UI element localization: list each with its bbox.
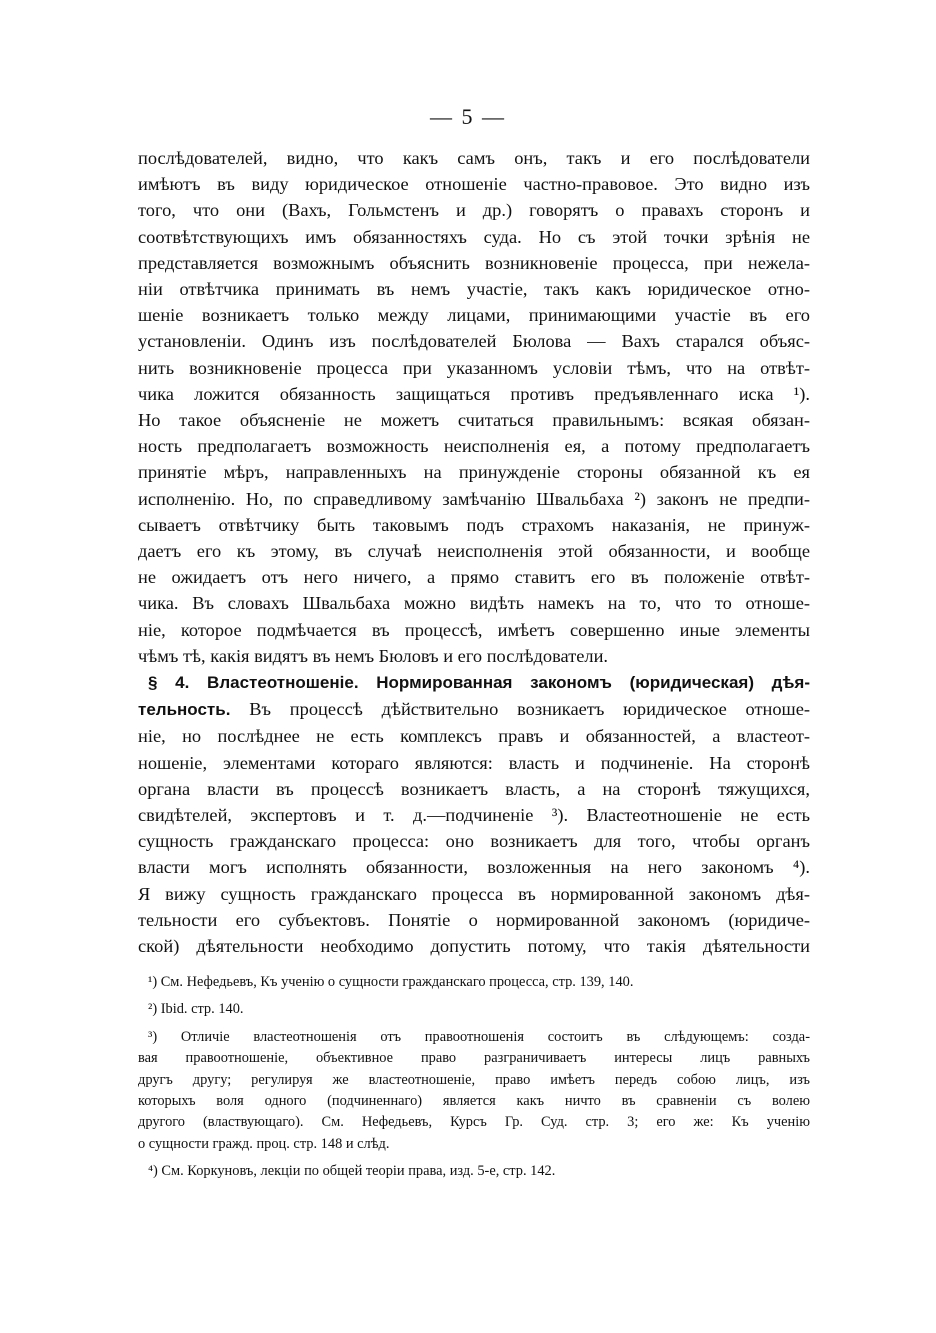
text-line: принятіе мѣръ, направленныхъ на принужденіе стороны обязанной къ ея (138, 462, 810, 483)
text-line: власти могъ исполнять обязанности, возложенныя на него закономъ ⁴). (138, 857, 810, 878)
text-line: не ожидаетъ отъ него ничего, а прямо ставитъ его въ положеніе отвѣт- (138, 567, 810, 588)
text-line: Но такое объясненіе не можетъ считаться правильнымъ: всякая обязан- (138, 410, 810, 431)
text-line: ніе, но послѣднее не есть комплексъ правъ и обязанностей, а властеот- (138, 726, 810, 747)
text-line: послѣдователей, видно, что какъ самъ онъ, такъ и его послѣдователи (138, 148, 810, 168)
footnote-3 (138, 1027, 810, 1155)
footnote-1 (138, 972, 810, 993)
text-line: представляется возможнымъ объяснить возникновеніе процесса, при нежела- (138, 252, 810, 273)
text-line: шеніе возникаетъ только между лицами, принимающими участіе въ его (138, 305, 810, 326)
text-line: того, что они (Вахъ, Гольмстенъ и др.) говорятъ о правахъ сторонъ и (138, 200, 810, 221)
text-line: ніи отвѣтчика принимать въ немъ участіе, такъ какъ юридическое отно- (138, 279, 810, 300)
text-line: ніе, которое подмѣчается въ процессѣ, имѣетъ совершенно иные элементы (138, 619, 810, 640)
footnotes (138, 972, 810, 1189)
section-heading: § 4. Властеотношеніе. Нормированная закономъ (юридическая) дѣя- (148, 673, 810, 693)
text-line: тельности его субъектовъ. Понятіе о нормированной закономъ (юридиче- (138, 909, 810, 930)
text-line: ³) Отличіе властеотношенія отъ правоотношенія состоитъ въ слѣдующемъ: созда- (148, 1028, 810, 1045)
section-heading-line-2 (138, 696, 810, 723)
paragraph-1 (138, 145, 810, 669)
section-text (138, 723, 810, 959)
footnote-4 (138, 1161, 810, 1182)
text-line: свидѣтелей, экспертовъ и т. д.—подчиненіе ³). Властеотношеніе не есть (138, 805, 810, 826)
text-line: другого (властвующаго). См. Нефедьевъ, Курсъ Гр. Суд. стр. 3; его же: Къ ученію (138, 1114, 810, 1131)
text-line: которыхъ воля одного (подчиненнаго) является какъ ничто въ сравненіи съ волею (138, 1093, 810, 1110)
text-line: установленіи. Одинъ изъ послѣдователей Бюлова — Вахъ старался объяс- (138, 331, 810, 352)
text-line: ность предполагаетъ возможность неисполненія ея, а потому предполагаетъ (138, 436, 810, 457)
text-line: ⁴) См. Коркуновъ, лекціи по общей теоріи права, изд. 5-е, стр. 142. (148, 1163, 556, 1180)
text-line: чика. Въ словахъ Швальбаха можно видѣть намекъ на то, что то отноше- (138, 593, 810, 614)
text-line: нить возникновеніе процесса при указанномъ условіи тѣмъ, что на отвѣт- (138, 357, 810, 378)
text-line: даетъ его къ этому, въ случаѣ неисполненія этой обязанности, и вообще (138, 541, 810, 562)
text-line: сываетъ отвѣтчику быть таковымъ подъ страхомъ наказанія, не принуж- (138, 514, 810, 535)
footnote-2 (138, 999, 810, 1020)
section-4 (138, 669, 810, 959)
main-text (138, 145, 810, 959)
section-heading-line (138, 669, 810, 696)
text-line: чѣмъ тѣ, какія видятъ въ немъ Бюловъ и его послѣдователи. (138, 645, 609, 666)
text-line: другъ другу; регулируя же властеотношеніе, право имѣетъ передъ собою лицъ, изъ (138, 1071, 810, 1088)
text-line: Я вижу сущность гражданскаго процесса въ нормированной закономъ дѣя- (138, 883, 810, 904)
text-line: ²) Ibid. стр. 140. (148, 1001, 244, 1018)
text-line: органа власти въ процессѣ возникаетъ власть, а на сторонѣ тяжущихся, (138, 778, 810, 799)
text-line: соотвѣтствующихъ имъ обязанностяхъ суда. Но съ этой точки зрѣнія не (138, 226, 810, 247)
text-line: ношеніе, элементами котораго являются: власть и подчиненіе. На сторонѣ (138, 752, 810, 773)
text-line: имѣютъ въ виду юридическое отношеніе частно-правовое. Это видно изъ (138, 174, 810, 195)
text-line: сущность гражданскаго процесса: оно возникаетъ для того, чтобы органъ (138, 831, 810, 852)
text-line: о сущности гражд. проц. стр. 148 и слѣд. (138, 1135, 390, 1152)
text-line: вая правоотношеніе, объективное право разграничиваетъ интересы лицъ равныхъ (138, 1050, 810, 1067)
page-number: — 5 — (430, 104, 506, 129)
text-line: ской) дѣятельности необходимо допустить потому, что такія дѣятельности (138, 936, 810, 957)
text-line: ¹) См. Нефедьевъ, Къ ученію о сущности гражданскаго процесса, стр. 139, 140. (148, 974, 634, 990)
text-line: исполненію. Но, по справедливому замѣчанію Швальбаха ²) законъ не предпи- (138, 488, 810, 509)
section-heading-cont: тельность. (138, 700, 231, 720)
text-line: чика ложится обязанность защищаться противъ предъявленнаго иска ¹). (138, 383, 810, 404)
section-text-start: Въ процессѣ дѣйствительно возникаетъ юридическое отноше- (230, 699, 810, 720)
